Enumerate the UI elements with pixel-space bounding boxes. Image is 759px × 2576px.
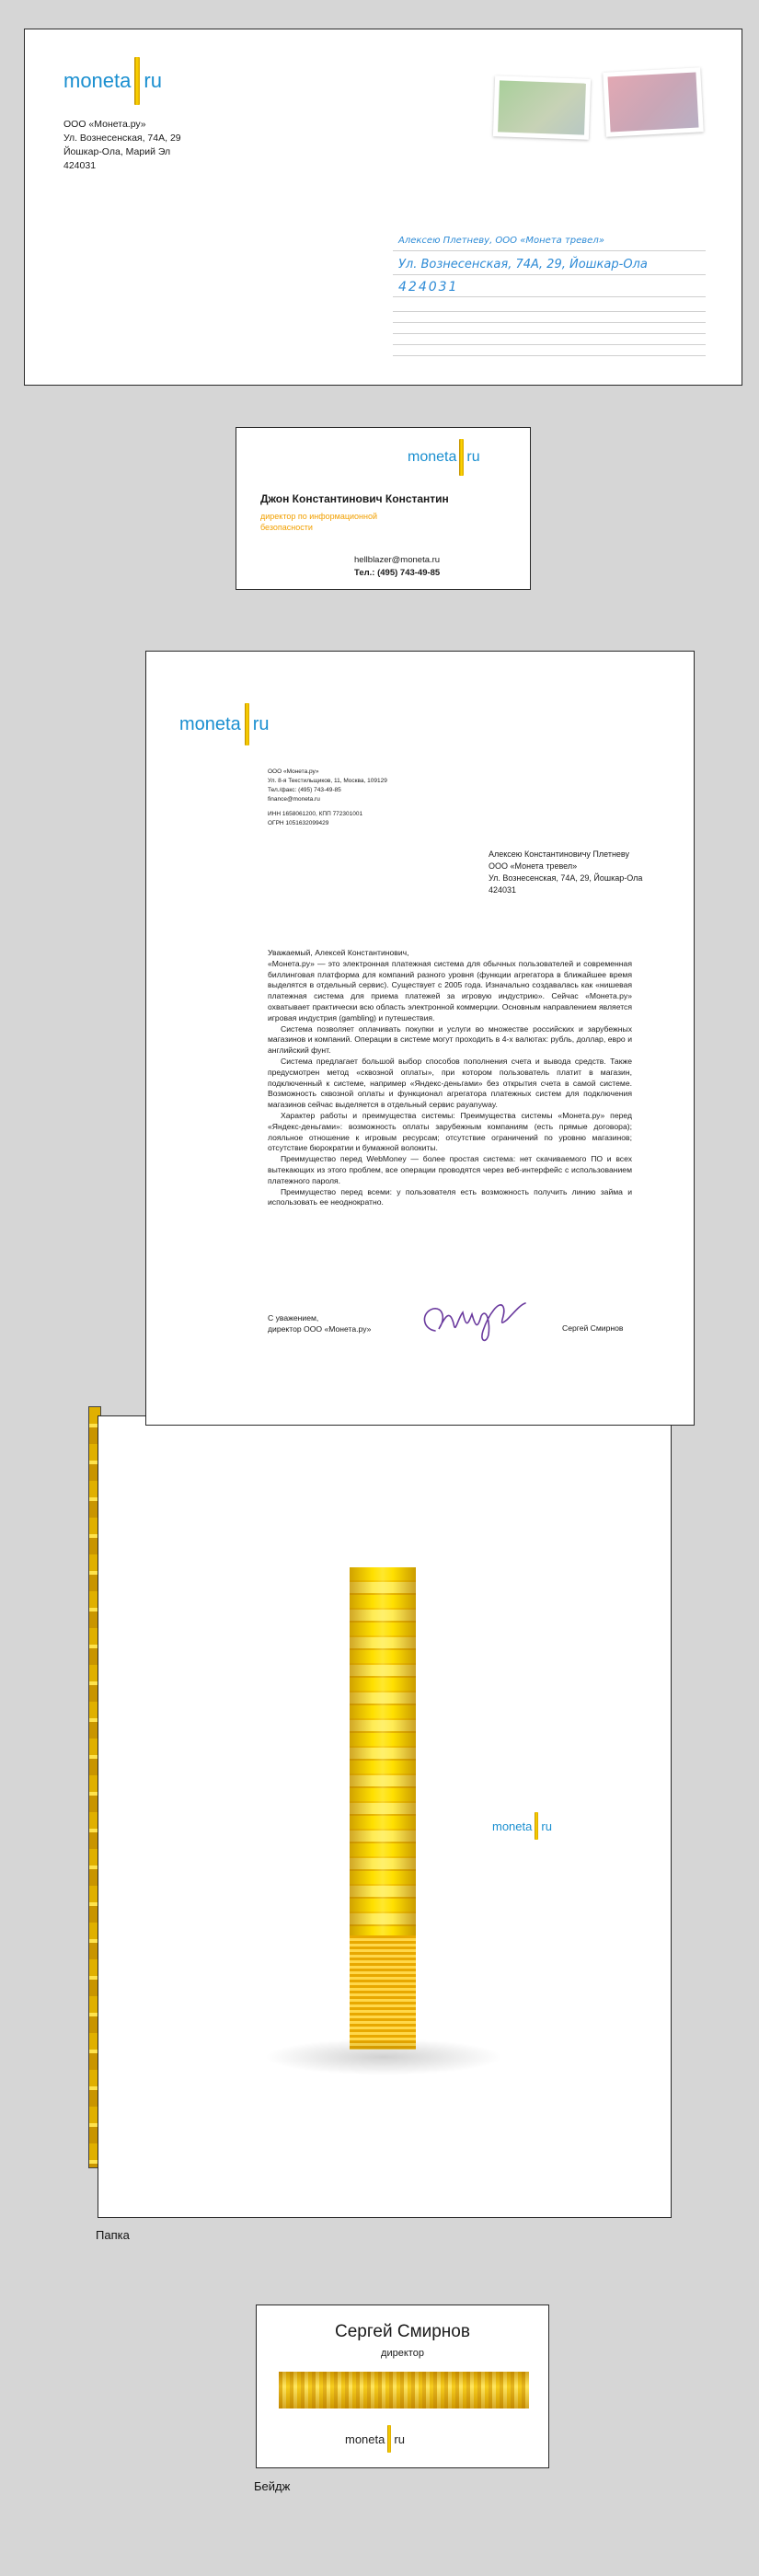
envelope-logo: moneta ru [63,57,162,105]
postage-stamp-red [603,67,704,136]
letterhead [145,651,695,1426]
badge-caption: Бейдж [254,2479,291,2493]
coin-bar-icon [387,2425,391,2453]
coin-bar-icon [245,703,249,745]
handwritten-recipient-line3: 424031 [398,280,459,295]
letter-paragraph: Система позволяет оплачивать покупки и услуги во множестве российских и зарубежных магазинов и компаний. Операции в системе могут проходить в 4-х валютах: рубль, доллар, евро и английский фунт. [268,1023,632,1056]
coin-bar-icon [134,57,140,105]
letter-paragraph: «Монета.ру» — это электронная платежная система для обычных пользователей и современная биллинговая платформа для компаний разного уровня (функции агрегатора в ближайшее время выделятся в отдельный сервис). Существует с 2005 года. Изначально создавалась как «нишевая платежная система для приема платежей за игровую индустрию». Сейчас «Монета.ру» охватывает практически всю область электронной коммерции. Основным направлением является игровая индустрия (gambling) и путешествия. [268,958,632,1022]
letter-signature-name: Сергей Смирнов [562,1323,624,1333]
coin-shadow [264,2039,503,2075]
business-card-name: Джон Константинович Константин [260,492,449,505]
business-card-email: hellblazer@moneta.ru [354,555,441,565]
handwritten-recipient-line2: Ул. Вознесенская, 74А, 29, Йошкар-Ола [398,258,648,271]
letterhead-org-block: ООО «Монета.ру» Ул. 8-я Текстильщиков, 11, Москва, 109129 Тел./факс: (495) 743-49-85 finance@moneta.ru ИНН 1658061200, КПП 772301001 ОГРН 1051632099429 [268,768,387,826]
letter-paragraph: Характер работы и преимущества системы: Преимущества системы «Монета.ру» перед «Яндекс-деньгами»: возможность оплаты зарубежным компаниям (есть прямые договора); лояльное отношение к игровым ресурсам; отсутствие ограничений по уровню магазинов; отсутствие бюрократии и бумажной волокиты. [268,1110,632,1153]
business-card-logo: moneta ru [408,439,480,476]
coin-bar-icon [459,439,464,476]
badge-coin-band-shade [279,2372,529,2409]
envelope-sender-address: ООО «Монета.ру» Ул. Вознесенская, 74А, 29 Йошкар-Ола, Марий Эл 424031 [63,119,181,171]
business-card-title: директор по информационной безопасности [260,512,378,532]
letter-paragraph: Преимущество перед WebMoney — более простая система: нет скачиваемого ПО и всех вытекающих из этого проблем, все операции проводятся через веб-интерфейс с использованием платежного пароля. [268,1154,632,1185]
badge-role: директор [381,2348,424,2359]
postage-stamp-green [493,75,591,140]
letter-body [268,948,632,1208]
folder-logo: moneta ru [492,1812,552,1840]
letterhead-logo: moneta ru [179,703,270,745]
letter-salutation: Уважаемый, Алексей Константинович, [268,948,409,957]
folder-caption: Папка [96,2228,130,2242]
badge-name: Сергей Смирнов [335,2322,470,2341]
business-card-phone: Тел.: (495) 743-49-85 [354,568,441,578]
signature-graphic [419,1287,538,1357]
letter-paragraph: Система предлагает большой выбор способов пополнения счета и вывода средств. Также предусмотрен метод «сквозной оплаты», при котором пользователь платит в магазин, подключенный к системе, например «Яндекс-деньгами» без открытия счета в самой системе. Возможность сквозной оплаты и функционал агрегатора платежных систем для подключения магазинов сейчас выделяется в отдельный сервис payanyway. [268,1056,632,1110]
coin-stack-graphic [350,1567,416,2050]
envelope [24,29,742,386]
coin-bar-icon [535,1812,538,1840]
letter-closing: С уважением, директор ООО «Монета.ру» [268,1313,372,1334]
folder [98,1415,672,2218]
letterhead-recipient: Алексею Константиновичу Плетневу ООО «Монета тревел» Ул. Вознесенская, 74А, 29, Йошкар-Ола 424031 [489,849,643,895]
business-card [236,427,531,590]
badge-logo: moneta ru [345,2425,405,2453]
address-lines [393,236,706,368]
badge [256,2305,549,2468]
handwritten-recipient-line1: Алексею Плетневу, ООО «Монета тревел» [398,236,604,246]
letter-paragraph: Преимущество перед всеми: у пользователя есть возможность получить линию займа и использовать ее неоднократно. [268,1186,632,1207]
